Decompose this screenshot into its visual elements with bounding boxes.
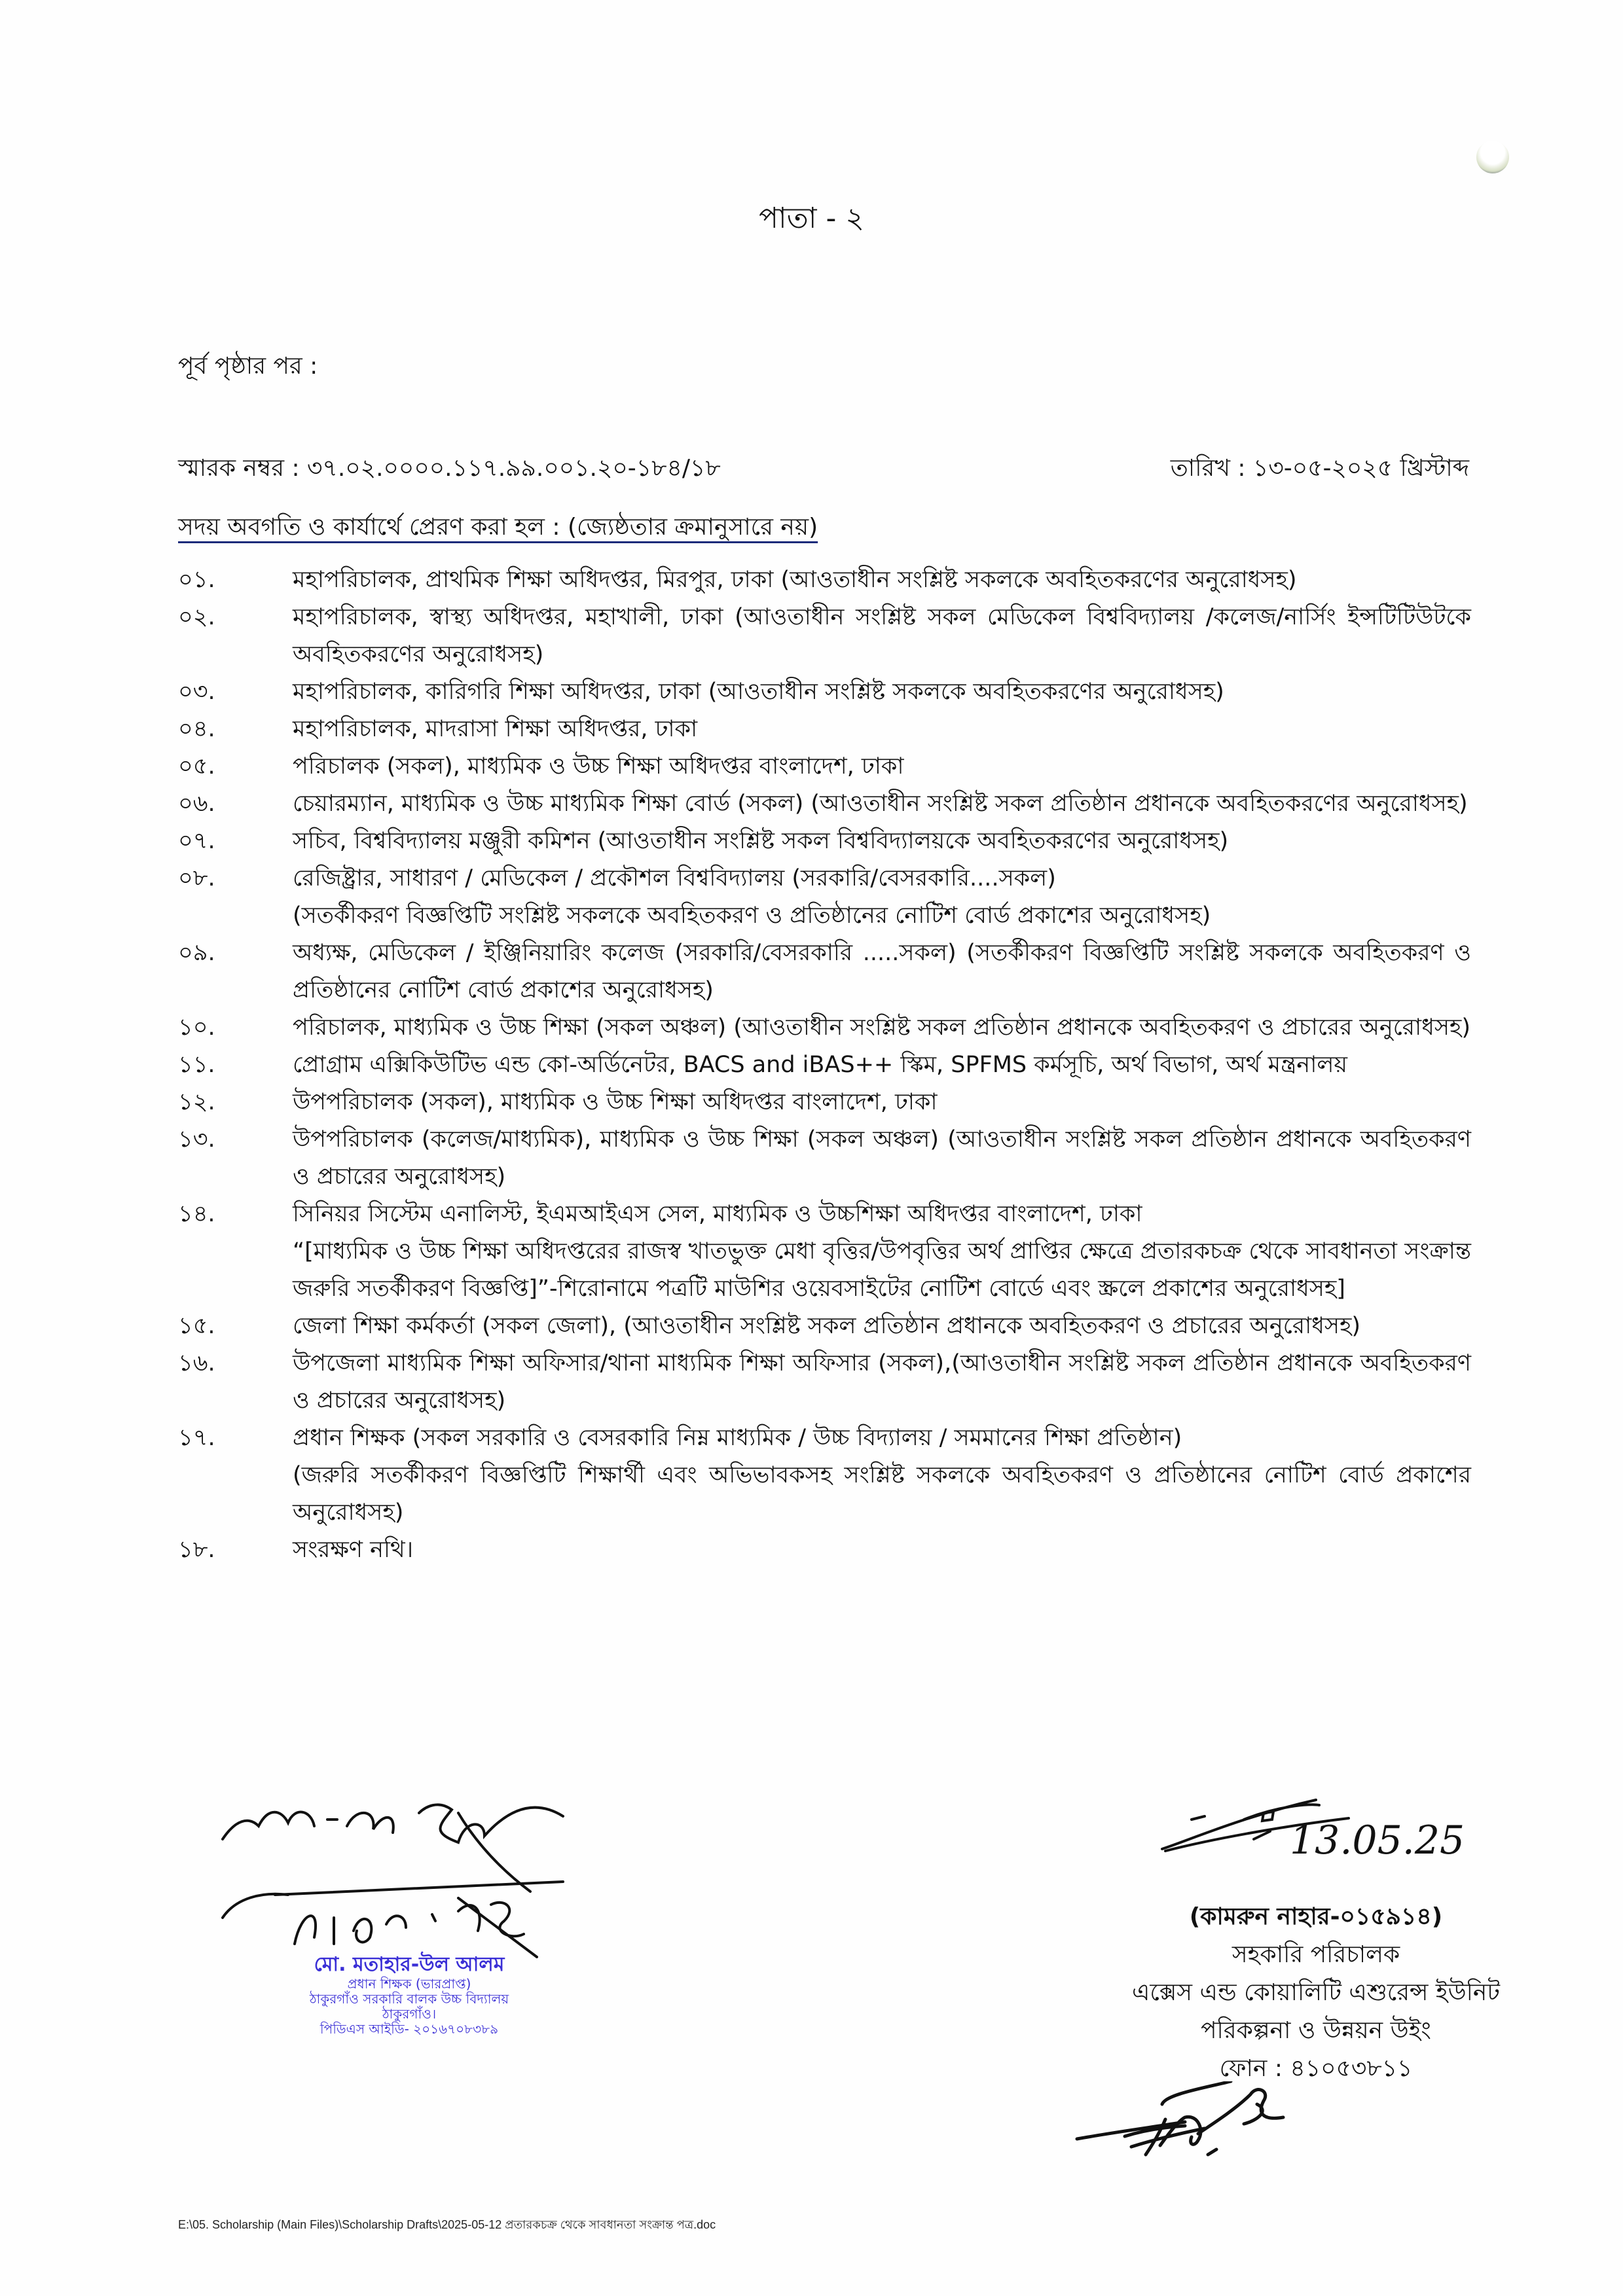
recipient-number: ১০.: [178, 1014, 215, 1041]
signatory-phone: ফোন : ৪১০৫৩৮১১: [1219, 2055, 1413, 2082]
recipient-item: [178, 1121, 1471, 1196]
recipient-text: মহাপরিচালক, স্বাস্থ্য অধিদপ্তর, মহাখালী, ঢাকা (আওতাধীন সংশ্লিষ্ট সকল মেডিকেল বিশ্ববিদ্যালয় /কলেজ/নার্সিং ইন্সটিটিউটকে অবহিতকরণের অনুরোধসহ): [293, 604, 1471, 668]
recipient-item: [178, 1196, 1471, 1308]
receiver-signature: [196, 1780, 622, 1970]
signatory-signature-scribble: [1113, 1780, 1519, 1898]
signatory-wing: পরিকল্পনা ও উন্নয়ন উইং: [1201, 2017, 1431, 2044]
recipient-text-line2: (জরুরি সতর্কীকরণ বিজ্ঞপ্তিটি শিক্ষার্থী এবং অভিভাবকসহ সংশ্লিষ্ট সকলকে অবহিতকরণ ও প্রতিষ্ঠানের নোটিশ বোর্ড প্রকাশের অনুরোধসহ): [293, 1462, 1471, 1526]
recipient-number: ০৬.: [178, 791, 215, 817]
recipient-text: মহাপরিচালক, মাদরাসা শিক্ষা অধিদপ্তর, ঢাকা: [293, 716, 698, 742]
signatory-unit: এক্সেস এন্ড কোয়ালিটি এশুরেন্স ইউনিট: [1131, 1979, 1501, 2006]
memo-date: তারিখ : ১৩-০৫-২০২৫ খ্রিস্টাব্দ: [1170, 455, 1469, 482]
recipient-item: [178, 673, 1471, 711]
file-path-footer: E:\05. Scholarship (Main Files)\Scholarship Drafts\2025-05-12 প্রতারকচক্র থেকে সাবধানতা সংক্রান্ত পত্র.doc: [178, 2218, 716, 2231]
recipient-item: [178, 785, 1471, 823]
recipient-item: [178, 1308, 1471, 1345]
recipient-text: [293, 1196, 1471, 1308]
stamp-name: মো. মতাহার-উল আলম: [314, 1953, 505, 1976]
recipient-item: [178, 1084, 1471, 1121]
stamp-pds-id: পিডিএস আইডি- ২০১৬৭০৮৩৮৯: [319, 2020, 499, 2037]
recipient-text-line2: “[মাধ্যমিক ও উচ্চ শিক্ষা অধিদপ্তরের রাজস্ব খাতভুক্ত মেধা বৃত্তির/উপবৃত্তির অর্থ প্রাপ্তির ক্ষেত্রে প্রতারকচক্র থেকে সাবধানতা সংক্রান্ত জরুরি সতর্কীকরণ বিজ্ঞপ্তি]”-শিরোনামে পত্রটি মাউশির ওয়েবসাইটের নোটিশ বোর্ডে এবং স্ক্রলে প্রকাশের অনুরোধসহ]: [293, 1238, 1471, 1302]
recipient-number: ০২.: [178, 604, 215, 630]
recipient-number: ১৬.: [178, 1350, 215, 1376]
stamp-designation: প্রধান শিক্ষক (ভারপ্রাপ্ত): [347, 1975, 471, 1992]
recipient-number: ১১.: [178, 1052, 215, 1078]
recipient-number: ০১.: [178, 567, 215, 593]
recipient-text: উপজেলা মাধ্যমিক শিক্ষা অফিসার/থানা মাধ্যমিক শিক্ষা অফিসার (সকল),(আওতাধীন সংশ্লিষ্ট সকল প্রতিষ্ঠান প্রধানকে অবহিতকরণ ও প্রচারের অনুরোধসহ): [293, 1350, 1471, 1414]
recipient-item: [178, 562, 1471, 599]
recipient-item: [178, 860, 1471, 935]
recipient-item: [178, 1532, 1471, 1569]
stamp-location: ঠাকুরগাঁও।: [382, 2005, 437, 2022]
recipient-number: ০৮.: [178, 865, 215, 891]
recipient-text: উপপরিচালক (কলেজ/মাধ্যমিক), মাধ্যমিক ও উচ্চ শিক্ষা (সকল অঞ্চল) (আওতাধীন সংশ্লিষ্ট সকল প্রতিষ্ঠান প্রধানকে অবহিতকরণ ও প্রচারের অনুরোধসহ): [293, 1126, 1471, 1190]
receipt-stamp: [282, 1954, 537, 2037]
memo-number: স্মারক নম্বর : ৩৭.০২.০০০০.১১৭.৯৯.০০১.২০-১৮৪/১৮: [178, 455, 721, 482]
recipient-text: পরিচালক (সকল), মাধ্যমিক ও উচ্চ শিক্ষা অধিদপ্তর বাংলাদেশ, ঢাকা: [293, 753, 904, 780]
recipient-item: [178, 1345, 1471, 1420]
recipient-number: ০৪.: [178, 716, 215, 742]
recipient-text: পরিচালক, মাধ্যমিক ও উচ্চ শিক্ষা (সকল অঞ্চল) (আওতাধীন সংশ্লিষ্ট সকল প্রতিষ্ঠান প্রধানকে অবহিতকরণ ও প্রচারের অনুরোধসহ): [293, 1014, 1470, 1041]
recipient-item: [178, 1009, 1471, 1047]
recipient-text: অধ্যক্ষ, মেডিকেল / ইঞ্জিনিয়ারিং কলেজ (সরকারি/বেসরকারি .....সকল) (সতর্কীকরণ বিজ্ঞপ্তিটি সংশ্লিষ্ট সকলকে অবহিতকরণ ও প্রতিষ্ঠানের নোটিশ বোর্ড প্রকাশের অনুরোধসহ): [293, 940, 1471, 1003]
recipient-number: ১৪.: [178, 1201, 215, 1227]
recipient-number: ১২.: [178, 1089, 215, 1115]
recipient-text: উপপরিচালক (সকল), মাধ্যমিক ও উচ্চ শিক্ষা অধিদপ্তর বাংলাদেশ, ঢাকা: [293, 1089, 938, 1115]
recipient-item: [178, 935, 1471, 1009]
recipient-text-line1: সিনিয়র সিস্টেম এনালিস্ট, ইএমআইএস সেল, মাধ্যমিক ও উচ্চশিক্ষা অধিদপ্তর বাংলাদেশ, ঢাকা: [293, 1201, 1142, 1227]
receiver-signature-scribble: [196, 1780, 622, 1970]
recipient-text: সচিব, বিশ্ববিদ্যালয় মঞ্জুরী কমিশন (আওতাধীন সংশ্লিষ্ট সকল বিশ্ববিদ্যালয়কে অবহিতকরণের অনুরোধসহ): [293, 828, 1229, 854]
recipient-item: [178, 1047, 1471, 1084]
stamp-institution: ঠাকুরগাঁও সরকারি বালক উচ্চ বিদ্যালয়: [309, 1990, 509, 2007]
recipient-item: [178, 1420, 1471, 1532]
recipient-number: ১৭.: [178, 1425, 215, 1451]
signatory-block: [1106, 1898, 1525, 2088]
signatory-designation: সহকারি পরিচালক: [1231, 1941, 1400, 1968]
initial-signature-scribble: [1048, 2081, 1309, 2179]
recipient-text: জেলা শিক্ষা কর্মকর্তা (সকল জেলা), (আওতাধীন সংশ্লিষ্ট সকল প্রতিষ্ঠান প্রধানকে অবহিতকরণ ও প্রচারের অনুরোধসহ): [293, 1313, 1361, 1339]
recipient-number: ০৭.: [178, 828, 215, 854]
continued-label: পূর্ব পৃষ্ঠার পর :: [178, 353, 318, 380]
recipient-text: [293, 860, 1471, 935]
recipient-text: চেয়ারম্যান, মাধ্যমিক ও উচ্চ মাধ্যমিক শিক্ষা বোর্ড (সকল) (আওতাধীন সংশ্লিষ্ট সকল প্রতিষ্ঠান প্রধানকে অবহিতকরণের অনুরোধসহ): [293, 791, 1468, 817]
recipient-text-line2: (সতর্কীকরণ বিজ্ঞপ্তিটি সংশ্লিষ্ট সকলকে অবহিতকরণ ও প্রতিষ্ঠানের নোটিশ বোর্ড প্রকাশের অনুরোধসহ): [293, 903, 1211, 929]
recipient-text: মহাপরিচালক, কারিগরি শিক্ষা অধিদপ্তর, ঢাকা (আওতাধীন সংশ্লিষ্ট সকলকে অবহিতকরণের অনুরোধসহ): [293, 679, 1224, 705]
recipient-item: [178, 711, 1471, 748]
recipient-item: [178, 599, 1471, 673]
recipient-text: সংরক্ষণ নথি।: [293, 1537, 414, 1563]
recipient-text: মহাপরিচালক, প্রাথমিক শিক্ষা অধিদপ্তর, মিরপুর, ঢাকা (আওতাধীন সংশ্লিষ্ট সকলকে অবহিতকরণের অনুরোধসহ): [293, 567, 1297, 593]
signatory-handwritten-date: 13.05.25: [1290, 1818, 1465, 1863]
recipient-number: ১৩.: [178, 1126, 215, 1153]
recipient-number: ১৫.: [178, 1313, 215, 1339]
signatory-name: (কামরুন নাহার-০১৫৯১৪): [1189, 1903, 1443, 1930]
recipient-number: ০৩.: [178, 679, 215, 705]
recipient-number: ০৫.: [178, 753, 215, 780]
recipient-list: [178, 562, 1471, 1569]
recipient-text: [293, 1420, 1471, 1532]
recipient-number: ১৮.: [178, 1537, 215, 1563]
recipient-item: [178, 823, 1471, 860]
distribution-title: সদয় অবগতি ও কার্যার্থে প্রেরণ করা হল : (জ্যেষ্ঠতার ক্রমানুসারে নয়): [178, 514, 818, 541]
recipient-text: প্রোগ্রাম এক্সিকিউটিভ এন্ড কো-অর্ডিনেটর, BACS and iBAS++ স্কিম, SPFMS কর্মসূচি, অর্থ বিভাগ, অর্থ মন্ত্রনালয়: [293, 1052, 1348, 1078]
recipient-number: ০৯.: [178, 940, 215, 966]
scan-artifact-hole: [1476, 141, 1509, 173]
recipient-item: [178, 748, 1471, 785]
initial-signature: [1048, 2081, 1309, 2179]
memo-row: [178, 450, 1469, 490]
recipient-text-line1: প্রধান শিক্ষক (সকল সরকারি ও বেসরকারি নিম্ন মাধ্যমিক / উচ্চ বিদ্যালয় / সমমানের শিক্ষা প্রতিষ্ঠান): [293, 1425, 1182, 1451]
page-number: পাতা - ২: [759, 202, 864, 235]
recipient-text-line1: রেজিষ্ট্রার, সাধারণ / মেডিকেল / প্রকৌশল বিশ্ববিদ্যালয় (সরকারি/বেসরকারি....সকল): [293, 865, 1056, 891]
